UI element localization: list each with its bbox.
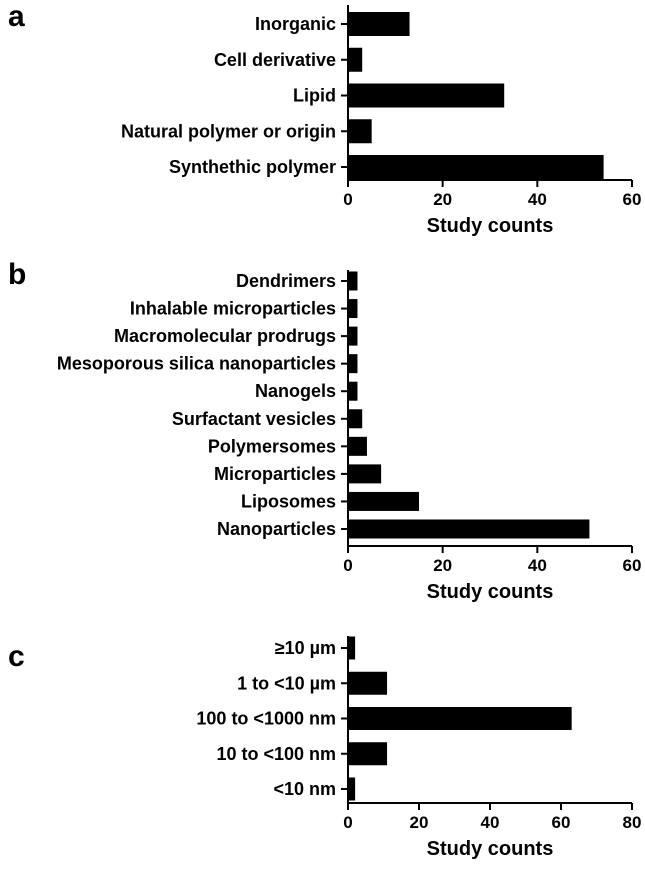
x-tick-label: 40 bbox=[527, 190, 547, 209]
category-label: Natural polymer or origin bbox=[120, 121, 336, 142]
category-label: Mesoporous silica nanoparticles bbox=[56, 353, 336, 374]
bar-lipid bbox=[348, 84, 504, 108]
x-tick-label: 20 bbox=[409, 813, 429, 832]
x-tick-label: 0 bbox=[343, 813, 353, 832]
bar-microparticles bbox=[348, 464, 381, 483]
bar-nanogels bbox=[348, 382, 357, 401]
panel-a bbox=[8, 0, 641, 237]
bar-liposomes bbox=[348, 492, 419, 511]
panel-c-letter: c bbox=[8, 640, 25, 673]
bar-polymersomes bbox=[348, 437, 367, 456]
x-tick-label: 20 bbox=[433, 556, 453, 575]
x-axis-title: Study counts bbox=[426, 581, 554, 603]
x-tick-label: 0 bbox=[343, 556, 353, 575]
bar-100-to-1000-nm bbox=[348, 707, 572, 730]
category-label: ≥10 µm bbox=[274, 638, 336, 658]
bar-macromolecular-prodrugs bbox=[348, 327, 357, 346]
bar-surfactant-vesicles bbox=[348, 409, 362, 428]
x-tick-label: 40 bbox=[480, 813, 500, 832]
x-axis-title: Study counts bbox=[426, 215, 554, 237]
category-label: 10 to <100 nm bbox=[216, 743, 336, 764]
x-tick-label: 60 bbox=[622, 556, 642, 575]
x-tick-label: 40 bbox=[527, 556, 547, 575]
bar-natural-polymer-or-origin bbox=[348, 119, 372, 143]
x-tick-label: 60 bbox=[622, 190, 642, 209]
panel-b bbox=[8, 258, 641, 603]
category-label: Liposomes bbox=[240, 491, 336, 512]
panel-c bbox=[8, 636, 641, 860]
bar-10-to-100-nm bbox=[348, 742, 387, 765]
bar-cell-derivative bbox=[348, 48, 362, 72]
bar-mesoporous-silica-nanoparticles bbox=[348, 354, 357, 373]
x-axis-title: Study counts bbox=[426, 838, 554, 860]
category-label: Polymersomes bbox=[207, 436, 336, 457]
category-label: Lipid bbox=[293, 85, 336, 106]
x-tick-label: 60 bbox=[551, 813, 571, 832]
bar-1-to-10-m bbox=[348, 672, 387, 695]
category-label: Macromolecular prodrugs bbox=[113, 326, 336, 347]
x-tick-label: 80 bbox=[622, 813, 642, 832]
bar-10-m bbox=[348, 637, 355, 660]
panel-b-letter: b bbox=[8, 258, 27, 291]
bar-nanoparticles bbox=[348, 520, 589, 539]
bar-inorganic bbox=[348, 12, 410, 36]
bar-dendrimers bbox=[348, 272, 357, 291]
category-label: Surfactant vesicles bbox=[171, 408, 336, 429]
category-label: 1 to <10 µm bbox=[237, 673, 336, 694]
category-label: Inhalable microparticles bbox=[129, 298, 336, 319]
bar-synthethic-polymer bbox=[348, 155, 604, 179]
category-label: 100 to <1000 nm bbox=[196, 708, 336, 729]
category-label: <10 nm bbox=[273, 779, 336, 799]
category-label: Synthethic polymer bbox=[168, 157, 336, 177]
category-label: Dendrimers bbox=[235, 271, 336, 291]
category-label: Inorganic bbox=[254, 14, 336, 34]
category-label: Cell derivative bbox=[213, 49, 336, 70]
bar-inhalable-microparticles bbox=[348, 299, 357, 318]
category-label: Microparticles bbox=[213, 463, 336, 484]
bar-10-nm bbox=[348, 778, 355, 801]
category-label: Nanogels bbox=[254, 381, 336, 402]
category-label: Nanoparticles bbox=[216, 519, 336, 539]
panel-a-letter: a bbox=[8, 0, 25, 33]
x-tick-label: 0 bbox=[343, 190, 353, 209]
x-tick-label: 20 bbox=[433, 190, 453, 209]
